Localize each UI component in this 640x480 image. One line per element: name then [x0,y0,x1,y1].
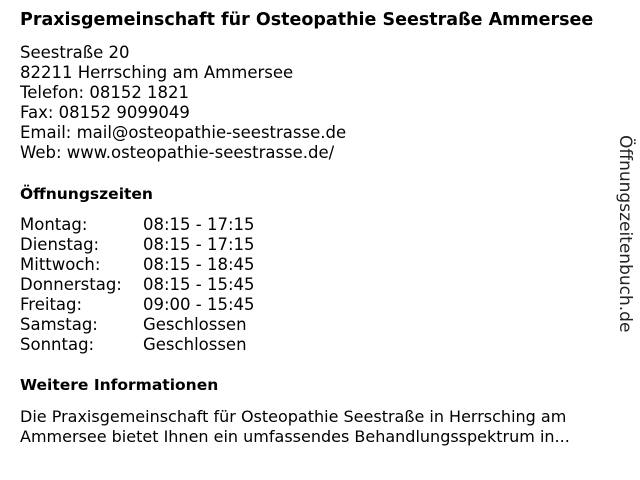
hours-row-wednesday [20,255,610,275]
practice-card [20,0,610,447]
hours-row-thursday [20,275,610,295]
brand-vertical-label: Öffnungszeitenbuch.de [615,135,635,333]
hours-time: Geschlossen [143,315,247,334]
hours-day: Donnerstag: [20,275,122,294]
opening-hours-table [20,215,610,355]
more-info-text: Die Praxisgemeinschaft für Osteopathie Seestraße in Herrsching am Ammersee bietet Ihnen ein umfassendes Behandlungsspektrum in... [20,407,570,446]
address-block [20,43,610,163]
fax-number: Fax: 08152 9099049 [20,103,190,122]
email-address: Email: mail@osteopathie-seestrasse.de [20,123,347,142]
hours-time: 08:15 - 17:15 [143,235,255,254]
hours-time: 08:15 - 17:15 [143,215,255,234]
address-street: Seestraße 20 [20,43,130,62]
hours-day: Sonntag: [20,335,95,354]
hours-time: Geschlossen [143,335,247,354]
hours-row-monday [20,215,610,235]
hours-time: 08:15 - 15:45 [143,275,255,294]
hours-day: Samstag: [20,315,98,334]
website-address: Web: www.osteopathie-seestrasse.de/ [20,143,335,162]
hours-day: Freitag: [20,295,83,314]
hours-row-friday [20,295,610,315]
hours-time: 08:15 - 18:45 [143,255,255,274]
phone-number: Telefon: 08152 1821 [20,83,190,102]
opening-hours-heading: Öffnungszeiten [20,185,153,203]
hours-row-tuesday [20,235,610,255]
hours-day: Montag: [20,215,88,234]
hours-day: Dienstag: [20,235,100,254]
practice-name: Praxisgemeinschaft für Osteopathie Seestraße Ammersee [20,10,594,30]
hours-time: 09:00 - 15:45 [143,295,255,314]
hours-row-saturday [20,315,610,335]
hours-row-sunday [20,335,610,355]
more-info-heading: Weitere Informationen [20,376,219,394]
hours-day: Mittwoch: [20,255,101,274]
address-city: 82211 Herrsching am Ammersee [20,63,294,82]
